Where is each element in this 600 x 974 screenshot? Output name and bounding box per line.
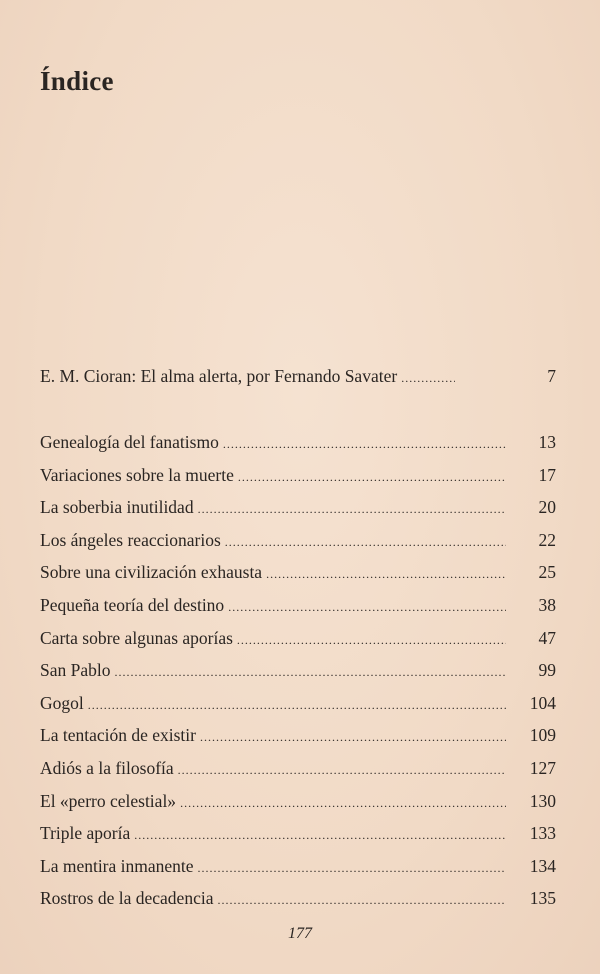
- toc-entry-title: Los ángeles reaccionarios: [40, 529, 221, 550]
- toc-entry: [40, 562, 556, 595]
- toc-entry-page: 7: [547, 366, 556, 386]
- toc-entry-title: La mentira inmanente: [40, 855, 194, 876]
- dot-leader: [225, 535, 506, 550]
- toc-entry: [40, 530, 556, 563]
- toc-entry-title: Adiós a la filosofía: [40, 757, 174, 778]
- toc-entry: [40, 497, 556, 530]
- toc-entry-title: La soberbia inutilidad: [40, 497, 194, 518]
- dot-leader: [200, 730, 506, 745]
- toc-entry: [40, 791, 556, 824]
- toc-entry-title: Gogol: [40, 692, 84, 713]
- dot-leader: [178, 763, 506, 778]
- toc-entry: [40, 465, 556, 498]
- toc-entry: [40, 758, 556, 791]
- toc-entry-page: 25: [538, 562, 556, 583]
- toc-entry-page: 13: [538, 432, 556, 452]
- dot-leader: [266, 567, 506, 582]
- toc-entry-title: E. M. Cioran: El alma alerta, por Fernando Savater: [40, 366, 398, 386]
- toc-entry-page: 20: [538, 497, 556, 518]
- toc-entry-page: 133: [529, 823, 556, 844]
- toc-entry-title: Triple aporía: [40, 823, 131, 844]
- toc-entry: [40, 856, 556, 889]
- dot-leader: [134, 828, 506, 843]
- dot-leader: [115, 665, 507, 680]
- toc-entry-title: El «perro celestial»: [40, 790, 177, 811]
- toc-entry: [40, 432, 556, 465]
- dot-leader: [180, 796, 506, 811]
- toc-entry-title: La tentación de existir: [40, 725, 196, 746]
- toc-entry-page: 22: [538, 529, 556, 550]
- dot-leader: [237, 633, 506, 648]
- toc-entry-title: Genealogía del fanatismo: [40, 432, 219, 452]
- toc-entry-title: Sobre una civilización exhausta: [40, 562, 263, 583]
- toc-entry: [40, 725, 556, 758]
- dot-leader: [88, 698, 506, 713]
- toc-entry-title: Pequeña teoría del destino: [40, 594, 225, 615]
- toc-entry-page: 104: [529, 692, 556, 713]
- toc-entry-page: 127: [529, 757, 556, 778]
- toc-entry: [40, 595, 556, 628]
- toc-entry-title: San Pablo: [40, 660, 111, 681]
- toc-entry-page: 135: [529, 888, 556, 909]
- page-title: Índice: [40, 66, 114, 96]
- toc-entry-page: 130: [529, 790, 556, 811]
- dot-leader: [198, 861, 506, 876]
- dot-leader: [228, 600, 506, 615]
- toc-entry: [40, 823, 556, 856]
- toc-entry: [40, 888, 556, 921]
- toc-entry-page: 17: [538, 464, 556, 485]
- dot-leader: [198, 502, 506, 517]
- toc-entry: [40, 693, 556, 726]
- dot-leader: [217, 893, 506, 908]
- toc-intro: [40, 366, 556, 398]
- toc-entry-page: 109: [529, 725, 556, 746]
- toc-entry: [40, 660, 556, 693]
- toc-entry: [40, 628, 556, 661]
- toc-entry-page: 38: [538, 594, 556, 615]
- dot-leader: [238, 470, 506, 485]
- toc-entry-title: Carta sobre algunas aporías: [40, 627, 233, 648]
- page-number: 177: [288, 925, 312, 942]
- toc-entry: [40, 366, 556, 398]
- toc-entry-title: Variaciones sobre la muerte: [40, 464, 234, 485]
- dot-leader: [223, 437, 506, 452]
- table-of-contents: [40, 432, 556, 921]
- dot-leader: [401, 371, 455, 386]
- toc-entry-page: 134: [529, 855, 556, 876]
- toc-entry-page: 47: [538, 627, 556, 648]
- toc-entry-title: Rostros de la decadencia: [40, 888, 214, 909]
- toc-entry-page: 99: [538, 660, 556, 681]
